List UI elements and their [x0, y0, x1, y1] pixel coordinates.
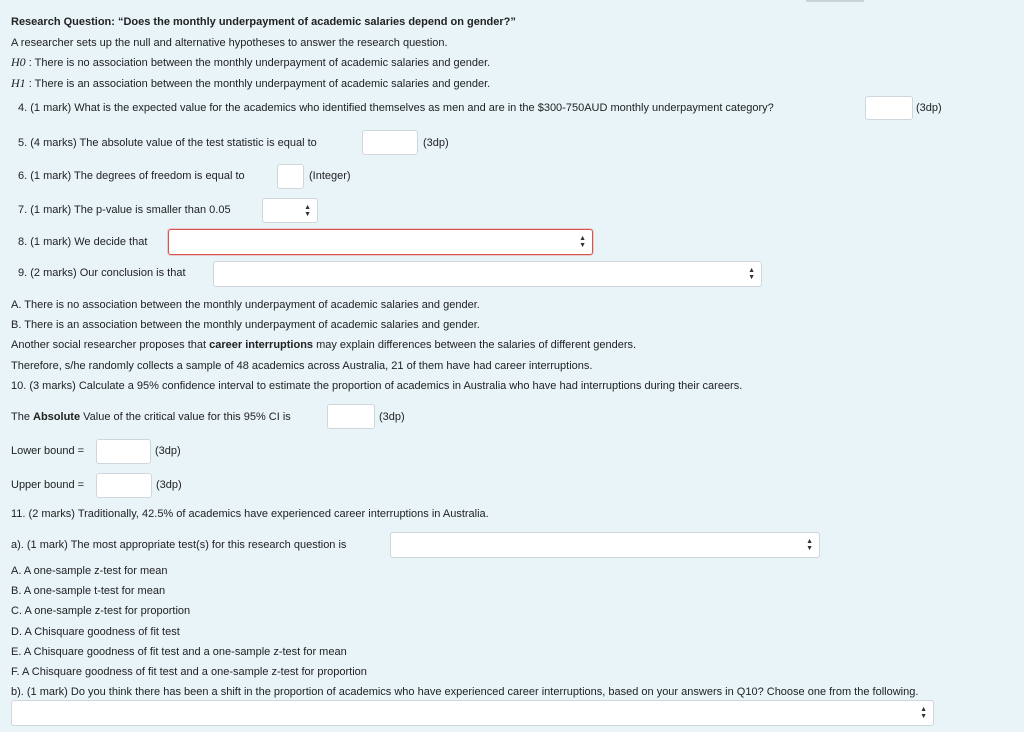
q11-option-f: F. A Chisquare goodness of fit test and a one-sample z-test for proportion: [11, 666, 367, 678]
critical-value-input[interactable]: [327, 404, 375, 429]
q6-degrees-of-freedom-input[interactable]: [277, 164, 304, 189]
critical-value-label: [11, 410, 291, 424]
up-down-chevron-icon: ▲ ▼: [579, 235, 586, 249]
q11b-shift-select[interactable]: [11, 700, 934, 726]
option-b: B. There is an association between the monthly underpayment of academic salaries and gender.: [11, 319, 480, 331]
up-down-chevron-icon: ▲ ▼: [806, 538, 813, 552]
context-post: may explain differences between the salaries of different genders.: [313, 339, 637, 351]
up-down-chevron-icon: ▲ ▼: [920, 706, 927, 720]
h0-symbol: H0: [11, 55, 26, 69]
up-down-chevron-icon: ▲ ▼: [304, 203, 311, 218]
q6-text: 6. (1 mark) The degrees of freedom is equal to: [18, 170, 245, 182]
q8-decision-select[interactable]: [168, 229, 593, 255]
context-pre: Another social researcher proposes that: [11, 339, 210, 351]
q7-text: 7. (1 mark) The p-value is smaller than 0.05: [18, 204, 231, 216]
option-a: A. There is no association between the monthly underpayment of academic salaries and gender.: [11, 299, 480, 311]
q11-option-c: C. A one-sample z-test for proportion: [11, 605, 191, 617]
q9-conclusion-select[interactable]: [213, 261, 762, 287]
q4-text: 4. (1 mark) What is the expected value for the academics who identified themselves as men and are in the $300-750AUD monthly underpayment category?: [18, 102, 774, 114]
upper-bound-input[interactable]: [96, 473, 152, 498]
q10-text: 10. (3 marks) Calculate a 95% confidence interval to estimate the proportion of academics in Australia who have had interruptions during their careers.: [11, 380, 743, 392]
q11-option-b: B. A one-sample t-test for mean: [11, 585, 166, 597]
up-down-chevron-icon: ▲ ▼: [748, 267, 755, 281]
q11b-text: b). (1 mark) Do you think there has been a shift in the proportion of academics who have experienced career interruptions, based on your answers in Q10? Choose one from the following.: [11, 686, 919, 698]
h1-text: : There is an association between the monthly underpayment of academic salaries and gender.: [28, 78, 491, 90]
hypotheses-intro: A researcher sets up the null and alternative hypotheses to answer the research question.: [11, 37, 448, 49]
context-bold: career interruptions: [209, 339, 314, 351]
critical-value-hint: (3dp): [379, 411, 405, 423]
h0-text: : There is no association between the monthly underpayment of academic salaries and gender.: [28, 57, 491, 69]
research-question-title: Research Question: “Does the monthly underpayment of academic salaries depend on gender?”: [11, 16, 516, 28]
critical-pre: The: [11, 411, 34, 423]
q6-hint: (Integer): [309, 170, 351, 182]
q4-hint: (3dp): [916, 102, 942, 114]
lower-bound-input[interactable]: [96, 439, 151, 464]
q5-hint: (3dp): [423, 137, 449, 149]
q11-option-d: D. A Chisquare goodness of fit test: [11, 626, 180, 638]
q4-expected-value-input[interactable]: [865, 96, 913, 120]
q7-pvalue-select[interactable]: [262, 198, 318, 223]
q11a-test-select[interactable]: [390, 532, 820, 558]
null-hypothesis: [11, 55, 490, 70]
upper-bound-hint: (3dp): [156, 479, 182, 491]
upper-bound-label: Upper bound =: [11, 479, 85, 491]
q11-option-e: E. A Chisquare goodness of fit test and a one-sample z-test for mean: [11, 646, 347, 658]
lower-bound-hint: (3dp): [155, 445, 181, 457]
q8-text: 8. (1 mark) We decide that: [18, 236, 148, 248]
q11-option-a: A. A one-sample z-test for mean: [11, 565, 168, 577]
q5-text: 5. (4 marks) The absolute value of the test statistic is equal to: [18, 137, 317, 149]
top-divider: [806, 0, 864, 2]
q11-text: 11. (2 marks) Traditionally, 42.5% of academics have experienced career interruptions in Australia.: [11, 508, 489, 520]
q11a-text: a). (1 mark) The most appropriate test(s) for this research question is: [11, 539, 347, 551]
alternative-hypothesis: [11, 76, 490, 91]
lower-bound-label: Lower bound =: [11, 445, 85, 457]
context-line-2: Therefore, s/he randomly collects a sample of 48 academics across Australia, 21 of them have had career interruptions.: [11, 360, 593, 372]
q5-test-statistic-input[interactable]: [362, 130, 418, 155]
critical-bold: Absolute: [33, 411, 81, 423]
q9-text: 9. (2 marks) Our conclusion is that: [18, 267, 186, 279]
context-line-1: [11, 338, 636, 352]
critical-post: Value of the critical value for this 95% CI is: [80, 411, 291, 423]
h1-symbol: H1: [11, 76, 26, 90]
